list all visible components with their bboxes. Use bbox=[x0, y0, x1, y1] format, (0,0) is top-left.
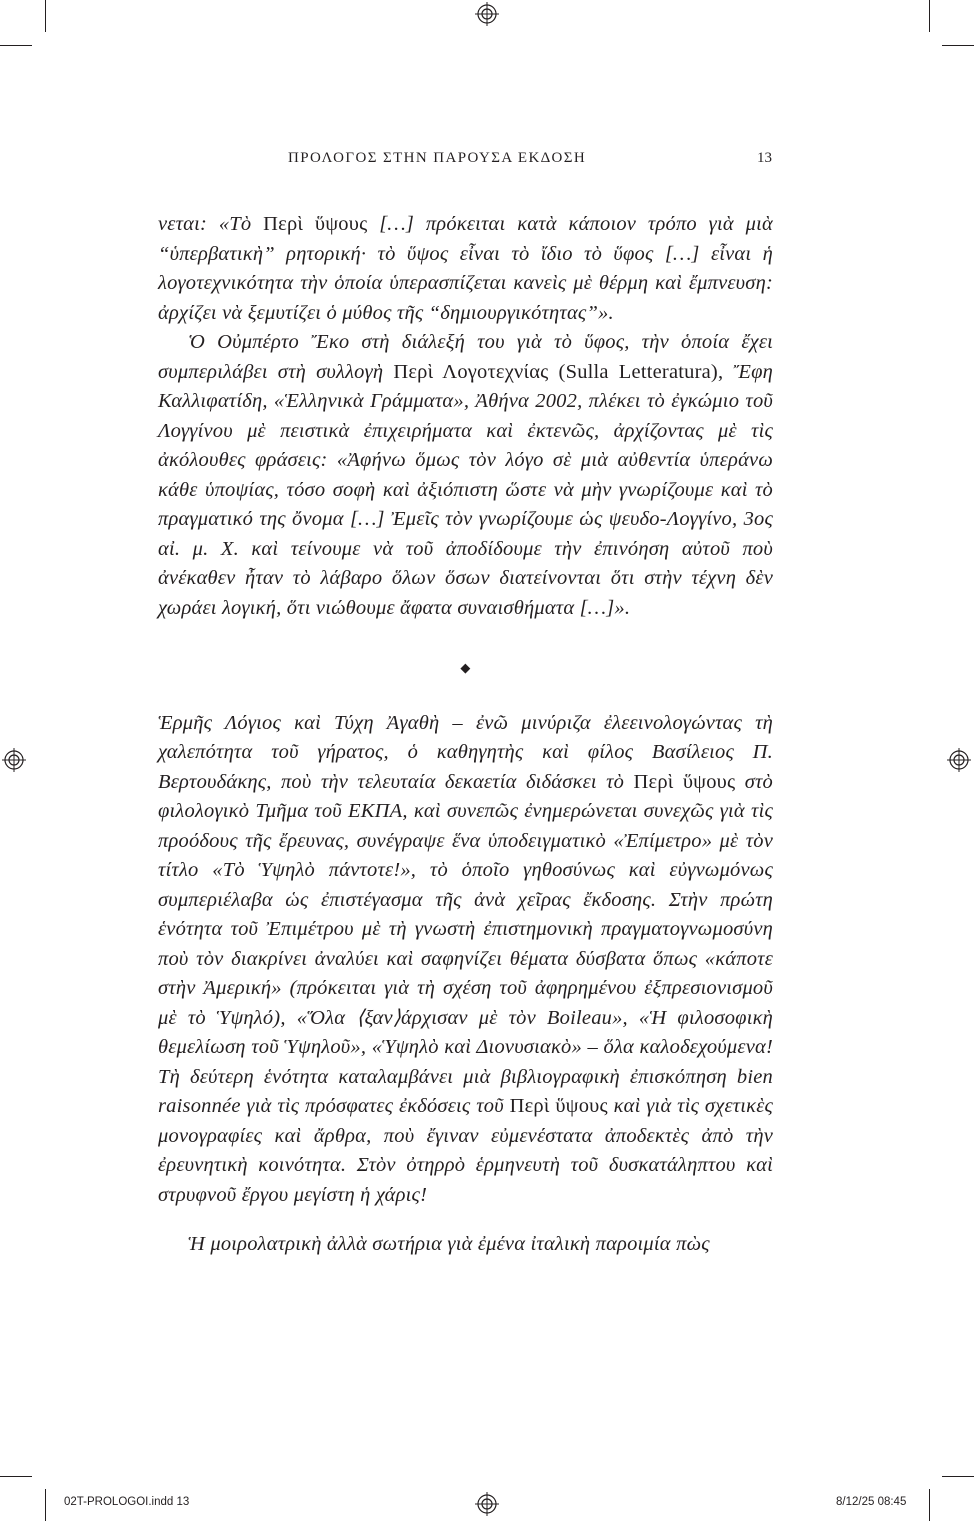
book-title: Περὶ ὕψους bbox=[263, 213, 368, 235]
crop-mark bbox=[0, 45, 32, 46]
registration-mark-icon bbox=[947, 748, 971, 772]
text-run: στὸ φιλολογικὸ Τμῆμα τοῦ ΕΚΠΑ, καὶ συνεπῶς ἐνημερώνεται συνεχῶς γιὰ τὶς προόδους τῆς ἔρευνας, συνέγραψε ἕνα ὑποδειγματικὸ «Ἐπίμετρο» μὲ τὸν τίτλο «Τὸ Ὑψηλὸ πάντοτε!», τὸ ὁποῖο γηθοσύνως καὶ εὐγνωμόνως συμπεριέλαβα ὡς ἐπιστέγασμα τῆς ἀνὰ χεῖρας ἔκδοσης. Στὴν πρώτη ἑνότητα τοῦ Ἐπιμέτρου μὲ τὴ γνωστὴ ἐπιστημονικὴ πραγματογνωμοσύνη ποὺ τὸν διακρίνει ἀναλύει καὶ σαφηνίζει θέματα δύσβατα ὅπως «κάποτε στὴν Ἀμερική» (πρόκειται γιὰ τὴ σχέση τοῦ ἀφηρημένου ἐξπρεσιονισμοῦ μὲ τὸ Ὑψηλό), «Ὅλα ⟨ξαν⟩άρχισαν μὲ τὸν Boileau», «Ἡ φιλοσοφικὴ θεμελίωση τοῦ Ὑψηλοῦ», «Ὑψηλὸ καὶ Διονυσιακὸ» – ὅλα καλοδεχούμενα! Τὴ δεύτερη ἑνότητα καταλαμβάνει μιὰ βιβλιογραφικὴ ἐπισκόπηση bien raisonnée γιὰ τὶς πρόσφατες ἐκδόσεις τοῦ bbox=[158, 770, 773, 1117]
text-run: καὶ γιὰ τὶς σχετικὲς μονογραφίες καὶ ἄρθρα, ποὺ ἔγιναν εὐμενέστατα ἀποδεκτὲς ἀπὸ τὴν ἐρευνητικὴ κοινότητα. Στὸν ὀτηρρὸ ἑρμηνευτὴ τοῦ δυσκατάληπτου καὶ στρυφνοῦ ἔργου μεγίστη ἡ χάρις! bbox=[158, 1095, 773, 1206]
crop-mark bbox=[929, 1489, 930, 1521]
text-run: Ὁ Οὐμπέρτο Ἔκο στὴ διάλεξή του γιὰ τὸ ὕφος, τὴν ὁποία ἔχει συμπεριλάβει στὴ συλλογὴ bbox=[158, 331, 773, 383]
page-number: 13 bbox=[757, 150, 772, 166]
body-text bbox=[158, 210, 773, 1260]
diamond-ornament-icon: ◆ bbox=[460, 660, 471, 675]
book-title: Περὶ ὕψους bbox=[633, 770, 736, 793]
paragraph bbox=[158, 210, 773, 328]
crop-mark bbox=[929, 0, 930, 32]
running-title: ΠΡΟΛΟΓΟΣ ΣΤΗΝ ΠΑΡΟΥΣΑ ΕΚΔΟΣΗ bbox=[288, 150, 587, 166]
paragraph: Ἡ μοιρολατρικὴ ἀλλὰ σωτήρια γιὰ ἐμένα ἰταλικὴ παροιμία πὼς bbox=[188, 1233, 710, 1255]
registration-mark-icon bbox=[475, 2, 499, 26]
paragraph bbox=[158, 709, 773, 1211]
text-run: Ἔφη Καλλιφατίδη, «Ἑλληνικὰ Γράμματα», Ἀθήνα 2002, πλέκει τὸ ἐγκώμιο τοῦ Λογγίνου μὲ πειστικὰ ἐπιχειρήματα καὶ ἐκτενῶς, ἀρχίζοντας μὲ τὶς ἀκόλουθες φράσεις: «Ἀφήνω ὅμως τὸν λόγο σὲ μιὰ αὐθεντία ὑπεράνω κάθε ὑποψίας, τόσο σοφὴ καὶ ἀξιόπιστη ὥστε νὰ μὴν γνωρίζουμε καὶ τὸ πραγματικό της ὄνομα […] Ἐμεῖς τὸν γνωρίζουμε ὡς ψευδο-Λογγίνο, 3ος αἰ. μ. Χ. καὶ τείνουμε νὰ τοῦ ἀποδίδουμε τὴν ἐπινόηση αὐτοῦ ποὺ ἀνέκαθεν ἦταν τὸ λάβαρο ὅλων ὅσων διατείνονται ὅτι στὴν τέχνη δὲν χωράει λογική, ὅτι νιώθουμε ἄφατα συναισθήματα […]». bbox=[158, 360, 774, 619]
slug-filename: 02T-PROLOGOI.indd 13 bbox=[64, 1496, 190, 1508]
registration-mark-icon bbox=[475, 1492, 499, 1516]
crop-mark bbox=[45, 1489, 46, 1521]
crop-mark bbox=[45, 0, 46, 32]
text-run: νεται: «Τὸ bbox=[158, 213, 264, 235]
text-run: […] πρόκειται κατὰ κάποιον τρόπο γιὰ μιὰ “ὑπερβατικὴ” ρητορική· τὸ ὕψος εἶναι τὸ ἴδιο τὸ ὕφος […] εἶναι ἡ λογοτεχνικότητα τὴν ὁποία ὑπερασπίζεται κανεὶς μὲ θέρμη καὶ ἔμπνευση: ἀρχίζει νὰ ξεμυτίζει ὁ μύθος τῆς “δημιουργικότητας”». bbox=[158, 213, 773, 324]
slug-datetime: 8/12/25 08:45 bbox=[836, 1496, 907, 1508]
registration-mark-icon bbox=[2, 748, 26, 772]
book-title: Περὶ Λογοτεχνίας (Sulla Letteratura), bbox=[393, 360, 724, 383]
crop-mark bbox=[942, 1476, 974, 1477]
paragraph bbox=[158, 328, 773, 623]
crop-mark bbox=[942, 45, 974, 46]
text-run: Ἑρμῆς Λόγιος καὶ Τύχη Ἀγαθὴ – ἐνῶ μινύριζα ἐλεεινολογώντας τὴ χαλεπότητα τοῦ γήρατος, ὁ καθηγητὴς καὶ φίλος Βασίλειος Π. Βερτουδάκης, ποὺ τὴν τελευταία δεκαετία διδάσκει τὸ bbox=[158, 711, 773, 793]
book-title: Περὶ ὕψους bbox=[509, 1095, 608, 1117]
crop-mark bbox=[0, 1476, 32, 1477]
